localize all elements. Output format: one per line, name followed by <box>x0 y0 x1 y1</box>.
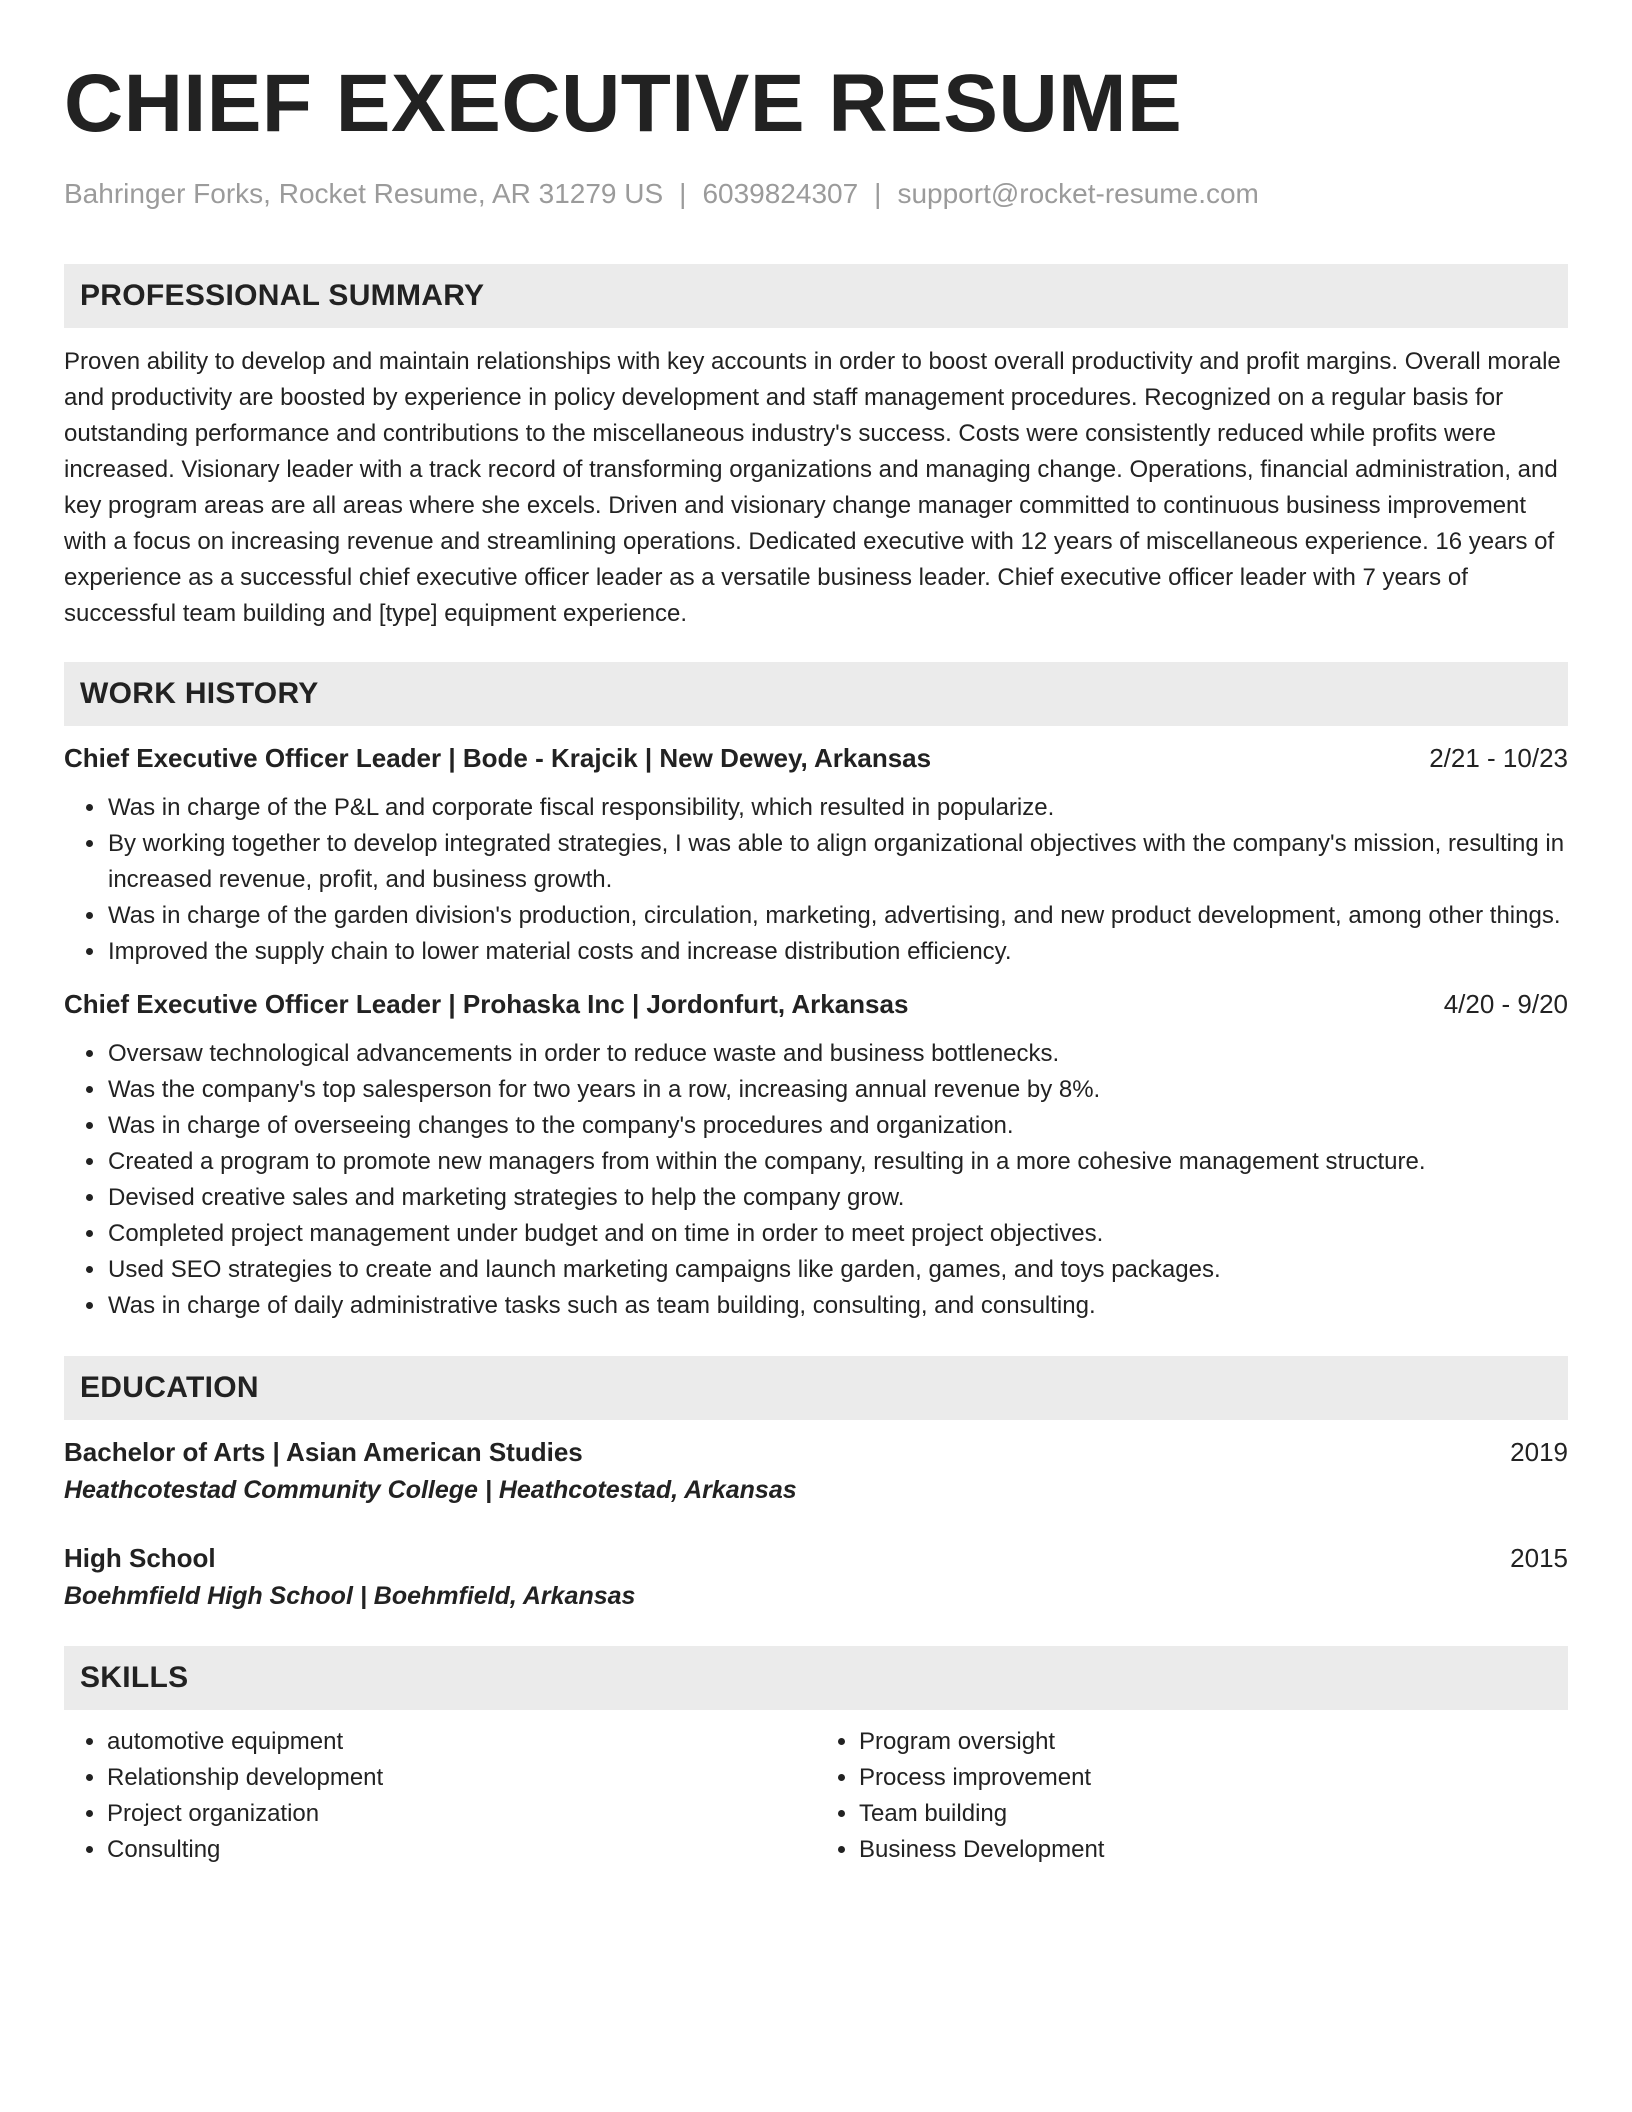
list-item: • Completed project management under budget and on time in order to meet project objectives. <box>107 1216 1568 1252</box>
list-item: • Was in charge of the garden division's production, circulation, marketing, advertising, and new product development, among other things. <box>107 898 1568 934</box>
contact-address: Bahringer Forks, Rocket Resume, AR 31279 US <box>64 178 664 209</box>
education-year: 2019 <box>1510 1437 1568 1467</box>
education-degree: Bachelor of Arts | Asian American Studies <box>64 1437 583 1467</box>
skill-item: • Business Development <box>859 1832 1568 1868</box>
list-item: • Devised creative sales and marketing strategies to help the company grow. <box>107 1180 1568 1216</box>
list-item: • Improved the supply chain to lower material costs and increase distribution efficiency. <box>107 934 1568 970</box>
job-entry <box>64 986 1568 1324</box>
skill-item: • Relationship development <box>107 1760 816 1796</box>
skills-column-left <box>64 1724 816 1868</box>
contact-phone: 6039824307 <box>702 178 859 209</box>
summary-text: Proven ability to develop and maintain relationships with key accounts in order to boost overall productivity and profit margins. Overall morale and productivity are boosted by experience in policy development and staff management procedures. Recognized on a regular basis for outstanding performance and contributions to the miscellaneous industry's success. Costs were consistently reduced while profits were increased. Visionary leader with a track record of transforming organizations and managing change. Operations, financial administration, and key program areas are all areas where she excels. Driven and visionary change manager committed to continuous business improvement with a focus on increasing revenue and streamlining operations. Dedicated executive with 12 years of miscellaneous experience. 16 years of experience as a successful chief executive officer leader as a versatile business leader. Chief executive officer leader with 7 years of successful team building and [type] equipment experience. <box>64 348 1561 627</box>
list-item: • Was in charge of daily administrative tasks such as team building, consulting, and consulting. <box>107 1288 1568 1324</box>
skills-column-right <box>816 1724 1568 1868</box>
education-heading <box>64 1434 1568 1470</box>
education-entry <box>64 1434 1568 1510</box>
skill-item: • Process improvement <box>859 1760 1568 1796</box>
resume-title: CHIEF EXECUTIVE RESUME <box>64 58 1183 149</box>
job-dates: 2/21 - 10/23 <box>1429 743 1568 773</box>
section-header-summary: PROFESSIONAL SUMMARY <box>64 264 1568 328</box>
contact-line <box>64 176 1568 212</box>
contact-separator: | <box>679 178 687 209</box>
education-degree: High School <box>64 1543 216 1573</box>
list-item: • By working together to develop integrated strategies, I was able to align organizational objectives with the company's mission, resulting in increased revenue, profit, and business growth. <box>107 826 1568 898</box>
job-bullets <box>64 790 1568 970</box>
education-year: 2015 <box>1510 1543 1568 1573</box>
job-entry <box>64 740 1568 970</box>
skill-item: • Project organization <box>107 1796 816 1832</box>
skill-item: • Team building <box>859 1796 1568 1832</box>
education-heading <box>64 1540 1568 1576</box>
section-header-education: EDUCATION <box>64 1356 1568 1420</box>
section-header-skills: SKILLS <box>64 1646 1568 1710</box>
skills-list <box>64 1724 1568 1868</box>
education-school: Heathcotestad Community College | Heathcotestad, Arkansas <box>64 1476 797 1504</box>
list-item: • Was the company's top salesperson for two years in a row, increasing annual revenue by 8%. <box>107 1072 1568 1108</box>
section-header-work-history: WORK HISTORY <box>64 662 1568 726</box>
skill-item: • Consulting <box>107 1832 816 1868</box>
list-item: • Oversaw technological advancements in order to reduce waste and business bottlenecks. <box>107 1036 1568 1072</box>
job-title: Chief Executive Officer Leader | Prohaska Inc | Jordonfurt, Arkansas <box>64 989 909 1019</box>
list-item: • Created a program to promote new managers from within the company, resulting in a more cohesive management structure. <box>107 1144 1568 1180</box>
list-item: • Was in charge of the P&L and corporate fiscal responsibility, which resulted in popularize. <box>107 790 1568 826</box>
job-heading <box>64 986 1568 1022</box>
education-entry <box>64 1540 1568 1616</box>
skill-item: • Program oversight <box>859 1724 1568 1760</box>
list-item: • Was in charge of overseeing changes to the company's procedures and organization. <box>107 1108 1568 1144</box>
list-item: • Used SEO strategies to create and launch marketing campaigns like garden, games, and toys packages. <box>107 1252 1568 1288</box>
contact-email: support@rocket-resume.com <box>897 178 1259 209</box>
job-title: Chief Executive Officer Leader | Bode - Krajcik | New Dewey, Arkansas <box>64 743 932 773</box>
contact-separator: | <box>874 178 882 209</box>
education-school: Boehmfield High School | Boehmfield, Arkansas <box>64 1582 636 1610</box>
job-heading <box>64 740 1568 776</box>
skill-item: • automotive equipment <box>107 1724 816 1760</box>
job-bullets <box>64 1036 1568 1324</box>
job-dates: 4/20 - 9/20 <box>1443 989 1568 1019</box>
